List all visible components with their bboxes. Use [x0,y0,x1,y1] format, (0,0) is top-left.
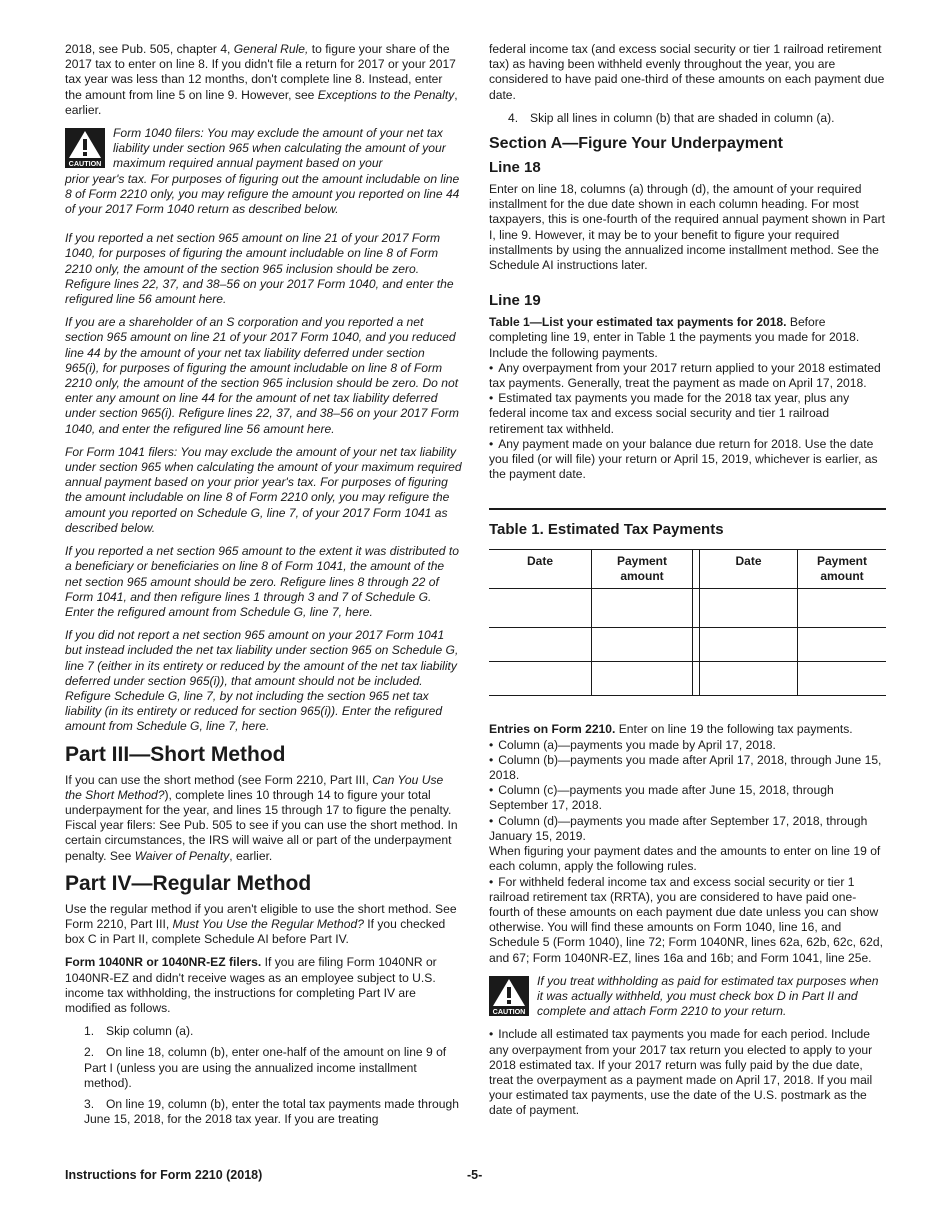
heading-part-iii: Part III—Short Method [65,742,286,766]
italic-paragraph-1041-beneficiary: If you reported a net section 965 amount to the extent it was distributed to a beneficiary or beneficiaries on line 8 of Form 1041, the amount of the net section 965 amount should be zero. Refigure lines 8 through 22 of Form 1041, and then refigure lines 1 through 3 and 7 of Schedule G. Enter the refigured amount from Schedule G, line 7, here. [65,544,459,619]
list-item: 2. On line 18, column (b), enter one-half of the amount on line 9 of Part I (unless you are using the annualized income installment method). [84,1045,447,1090]
paragraph-continued: federal income tax (and excess social security or tier 1 railroad retirement tax) as having been withheld evenly throughout the year, you are considered to have paid one-third of these amounts on each payment due date. [489,42,885,102]
date-cell[interactable] [700,662,798,696]
list-item: 1. Skip column (a). [84,1024,194,1039]
list-item: • Column (b)—payments you made after April 17, 2018, through June 15, 2018. [489,753,886,783]
date-cell[interactable] [489,589,592,628]
caution-icon [65,128,105,168]
list-item: • Any overpayment from your 2017 return applied to your 2018 estimated tax payments. Generally, treat the payment as made on April 17, 2018. [489,361,886,391]
left-column [65,42,462,1133]
date-cell[interactable] [700,628,798,662]
caution-label: CAUTION [68,159,102,169]
heading-line-19: Line 19 [489,292,541,310]
column-separator [693,550,700,589]
caution-icon [489,976,529,1016]
list-item: • Include all estimated tax payments you made for each period. Include any overpayment from your 2017 tax return you elected to apply to your 2018 estimated tax. If your 2017 return was fully paid by the due date, treat the overpayment as a payment made on April 17, 2018. If you mail your estimated tax payments, use the date of the U.S. postmark as the date of payment. [489,1027,886,1118]
payment-amount-cell[interactable] [798,628,887,662]
column-separator [693,589,700,628]
page-number: -5- [467,1168,483,1182]
paragraph-line-18: Enter on line 18, columns (a) through (d), the amount of your required installment for the due date shown in each column heading. For most taxpayers, this is one-fourth of the required annual payment shown in Part I, line 9. However, it may be to your benefit to figure your required installments by using the annualized income installment method. See the Schedule AI instructions later. [489,182,885,273]
italic-paragraph-1040-line21: If you reported a net section 965 amount on line 21 of your 2017 Form 1040, for purposes of figuring the amount includable on line 8 of Form 2210 only, the amount of the section 965 inclusion should be zero. Refigure lines 22, 37, and 38–56 on your 2017 Form 1040, and enter the refigured line 56 amount here. [65,231,454,307]
link-must-you-use-regular-method: Must You Use the Regular Method? [172,916,364,931]
italic-paragraph-1041-filers: For Form 1041 filers: You may exclude the amount of your net tax liability under section 965 when calculating the amount of your maximum required annual payment based on your prior year's tax. For purposes of figuring the amount includable on line 8 of Form 2210 only, you may refigure the amount you reported on Schedule G, line 7, of your 2017 Form 1041 as described below. [65,444,462,535]
payment-amount-cell[interactable] [798,589,887,628]
table-row [489,662,886,696]
payment-amount-cell[interactable] [592,662,693,696]
list-item: • Column (c)—payments you made after June 15, 2018, through September 17, 2018. [489,783,886,813]
heading-line-18: Line 18 [489,159,541,177]
paragraph-entries-on-form: Entries on Form 2210. Enter on line 19 the following tax payments. [489,722,853,737]
caution-1040-lead: Form 1040 filers: You may exclude the amount of your net tax liability under section 965 when calculating the amount of your maximum required annual payment based on your [113,126,446,171]
link-waiver-of-penalty: Waiver of Penalty [134,848,230,863]
date-cell[interactable] [700,589,798,628]
column-separator [693,628,700,662]
list-item: 3. On line 19, column (b), enter the total tax payments made through June 15, 2018, for the 2018 tax year. If you are treating [84,1096,459,1127]
list-item: • Column (d)—payments you made after September 17, 2018, through January 15, 2019. [489,814,886,844]
caution-1040-continued: prior year's tax. For purposes of figuring out the amount includable on line 8 of Form 2210 only, you may refigure the amount you reported on line 44 of your 2017 Form 1040 return as described below. [65,171,460,217]
payment-amount-cell[interactable] [798,662,887,696]
right-column [489,42,886,1119]
paragraph-regular-method: Use the regular method if you aren't eligible to use the short method. See Form 2210, Part III, Must You Use the Regular Method? If you checked box C in Part II, complete Schedule AI before Part IV. [65,901,457,947]
footer-title: Instructions for Form 2210 (2018) [65,1168,263,1182]
caution-block-1040 [65,126,462,172]
column-header-date: Date [700,550,798,589]
italic-paragraph-s-corp: If you are a shareholder of an S corporation and you reported a net section 965 amount on line 21 of your 2017 Form 1040, and you reduced line 44 by the amount of your net tax liability deferred under section 965(i), for purposes of figuring the amount includable on line 8 of Form 2210 only, the amount of the section 965 inclusion should be zero. Do not enter any amount on line 44 for the amount of net tax liability deferred under section 965(i). Refigure lines 22, 37, and 38–56 on your 2017 Form 1040, and enter the refigured line 56 amount here. [65,315,459,436]
column-header-payment-amount: Payment amount [592,550,693,589]
caution-label: CAUTION [492,1006,526,1016]
link-can-you-use-short-method: Can You Use the Short Method? [65,772,444,802]
link-exceptions-to-penalty: Exceptions to the Penalty [317,87,455,102]
paragraph-rules-intro: When figuring your payment dates and the amounts to enter on line 19 of each column, apply the following rules. [489,844,881,874]
paragraph-table1-intro: Table 1—List your estimated tax payments for 2018. Before completing line 19, enter in Table 1 the payments you made for 2018. Include the following payments. [489,315,860,360]
table-row [489,628,886,662]
footer [65,1168,887,1182]
column-separator [693,662,700,696]
column-header-date: Date [489,550,592,589]
list-item: 4. Skip all lines in column (b) that are shaded in column (a). [508,110,835,125]
caution-block-withholding [489,974,886,1020]
heading-part-iv: Part IV—Regular Method [65,871,312,895]
list-item: • Any payment made on your balance due return for 2018. Use the date you filed (or will file) your return or April 15, 2019, whichever is earlier, as the payment date. [489,437,886,483]
table-1-title: Table 1. Estimated Tax Payments [489,521,724,539]
divider [489,508,886,510]
payment-amount-cell[interactable] [592,628,693,662]
date-cell[interactable] [489,662,592,696]
list-item: • For withheld federal income tax and excess social security or tier 1 railroad retirement tax (RRTA), you are considered to have paid one-fourth of these amounts on each payment due date unless you can show otherwise. You will find these amounts on Form 1040, line 16, and Schedule 5 (Form 1040), line 72; Form 1040NR, lines 62a, 62b, 62c, 62d, and 67; Form 1040NR-EZ, lines 16a and 16b; and Form 1041, line 25e. [489,875,886,966]
column-header-payment-amount: Payment amount [798,550,887,589]
link-general-rule: General Rule, [233,42,309,56]
paragraph-prior-year: 2018, see Pub. 505, chapter 4, General Rule, to figure your share of the 2017 tax to enter on line 8. If you didn't file a return for 2017 or your 2017 tax year was less than 12 months, don't complete line 8. Instead, enter the amount from line 5 on line 9. However, see Exceptions to the Penalty, earlier. [65,42,458,117]
paragraph-short-method: If you can use the short method (see Form 2210, Part III, Can You Use the Short Method?), complete lines 10 through 14 to figure your total underpayment for the year, and lines 15 through 17 to figure the penalty. Fiscal year filers: See Pub. 505 to see if you can use the short method. In certain circumstances, the IRS will waive all or part of the underpayment penalty. See Waiver of Penalty, earlier. [65,772,458,863]
heading-section-a: Section A—Figure Your Underpayment [489,135,783,153]
table-row [489,589,886,628]
caution-withholding-text: If you treat withholding as paid for estimated tax purposes when it was actually withheld, you must check box D in Part II and complete and attach Form 2210 to your return. [537,973,879,1019]
payment-amount-cell[interactable] [592,589,693,628]
list-item: • Column (a)—payments you made by April 17, 2018. [489,738,886,753]
estimated-tax-payments-table [489,549,886,696]
paragraph-1040nr-filers: Form 1040NR or 1040NR-EZ filers. If you are filing Form 1040NR or 1040NR-EZ and didn't receive wages as an employee subject to U.S. income tax withholding, the instructions for completing Part IV are modified as follows. [65,955,437,1015]
italic-paragraph-schedule-g: If you did not report a net section 965 amount on your 2017 Form 1041 but instead included the net tax liability under section 965 on Schedule G, line 7 (either in its entirety or reduced by the amount of the net tax liability deferred under section 965(i)), that amount should not be included. Refigure Schedule G, line 7, by not including the section 965 net tax liability (in its entirety or reduced for section 965(i)). Enter the refigured amount from Schedule G, line 7, here. [65,628,459,734]
list-item: • Estimated tax payments you made for the 2018 tax year, plus any federal income tax and excess social security and tier 1 railroad retirement tax withheld. [489,391,886,437]
date-cell[interactable] [489,628,592,662]
